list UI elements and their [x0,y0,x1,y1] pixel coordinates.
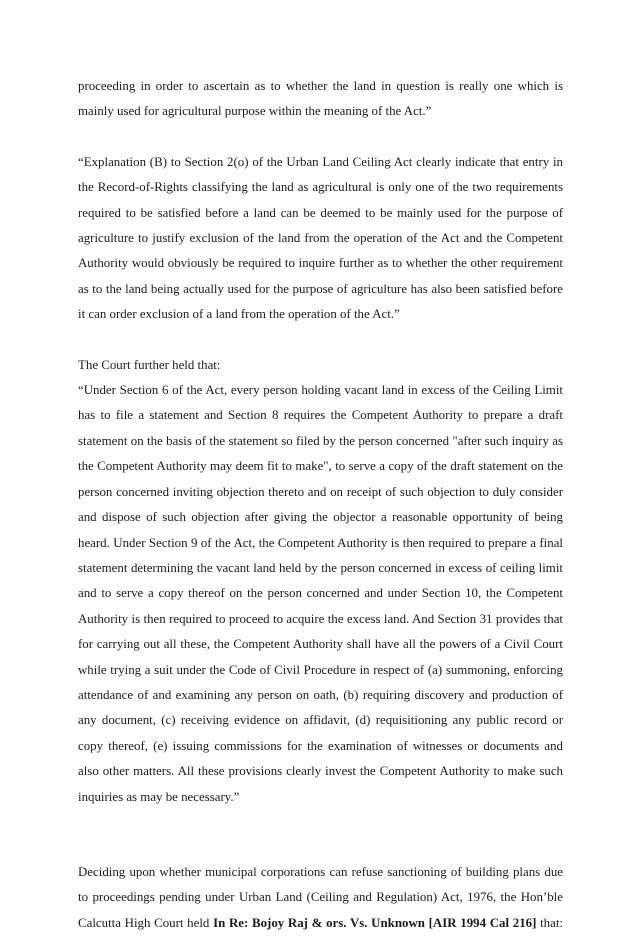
text-line: and to serve a copy thereof on the person concerned and under Section 10, the Competent [78,586,563,601]
text-line: proceeding in order to ascertain as to whether the land in question is really one which is [78,79,563,93]
text-line: also other matters. All these provisions clearly invest the Competent Authority to make such [78,764,563,779]
text-line: to proceedings pending under Urban Land (Ceiling and Regulation) Act, 1976, the Hon’ble [78,890,563,905]
paragraph-intro: The Court further held that: [78,357,221,372]
text-line: any document, (c) receiving evidence on affidavit, (d) requisitioning any public record or [78,713,563,728]
text-line: inquiries as may be necessary.” [78,789,240,804]
text-line: “Explanation (B) to Section 2(o) of the Urban Land Ceiling Act clearly indicate that entry in [78,154,563,169]
text-line: as to the land being actually used for the purpose of agriculture has also been satisfied before [78,281,563,296]
text-line: it can order exclusion of a land from the operation of the Act.” [78,307,400,322]
text-line: statement determining the vacant land held by the person concerned in excess of ceiling limit [78,560,563,575]
text-line: agriculture to justify exclusion of the land from the operation of the Act and the Competent [78,231,563,246]
text-line: and dispose of such objection after giving the objector a reasonable opportunity of being [78,510,563,525]
citation-prefix: Calcutta High Court held [78,915,214,930]
paragraph-2-quote [78,150,563,328]
text-line: Authority is then required to proceed to acquire the excess land. And Section 31 provides that [78,611,563,626]
text-line: statement on the basis of the statement so filed by the person concerned "after such inquiry as [78,433,563,448]
text-line: Authority would obviously be required to inquire further as to whether the other requirement [78,256,563,271]
document-page [78,74,563,936]
case-citation: In Re: Bojoy Raj & ors. Vs. Unknown [AIR 1994 Cal 216] [213,915,537,930]
text-line-with-citation [78,911,563,936]
text-line: has to file a statement and Section 8 requires the Competent Authority to prepare a draft [78,408,563,423]
text-line: the Competent Authority may deem fit to make", to serve a copy of the draft statement on the [78,459,563,474]
text-line: Deciding upon whether municipal corporations can refuse sanctioning of building plans due [78,864,563,879]
text-line: required to be satisfied before a land can be deemed to be mainly used for the purpose of [78,205,563,220]
paragraph-3-quote [78,353,563,810]
paragraph-spacer [78,328,563,353]
text-line: “Under Section 6 of the Act, every person holding vacant land in excess of the Ceiling Limit [78,383,563,398]
citation-suffix: that: [536,915,563,930]
text-line: while trying a suit under the Code of Civil Procedure in respect of (a) summoning, enforcing [78,662,563,677]
text-line: attendance of and examining any person on oath, (b) requiring discovery and production of [78,687,563,702]
paragraph-1 [78,74,563,125]
paragraph-4 [78,860,563,936]
text-line: heard. Under Section 9 of the Act, the Competent Authority is then required to prepare a final [78,535,563,550]
text-line: the Record-of-Rights classifying the land as agricultural is only one of the two requirements [78,180,563,195]
text-line: mainly used for agricultural purpose within the meaning of the Act.” [78,104,432,119]
text-line: for carrying out all these, the Competent Authority shall have all the powers of a Civil Court [78,637,563,652]
paragraph-spacer [78,810,563,860]
text-line: person concerned inviting objection thereto and on receipt of such objection to duly consider [78,484,563,499]
text-line: copy thereof, (e) issuing commissions for the examination of witnesses or documents and [78,738,563,753]
paragraph-spacer [78,125,563,150]
